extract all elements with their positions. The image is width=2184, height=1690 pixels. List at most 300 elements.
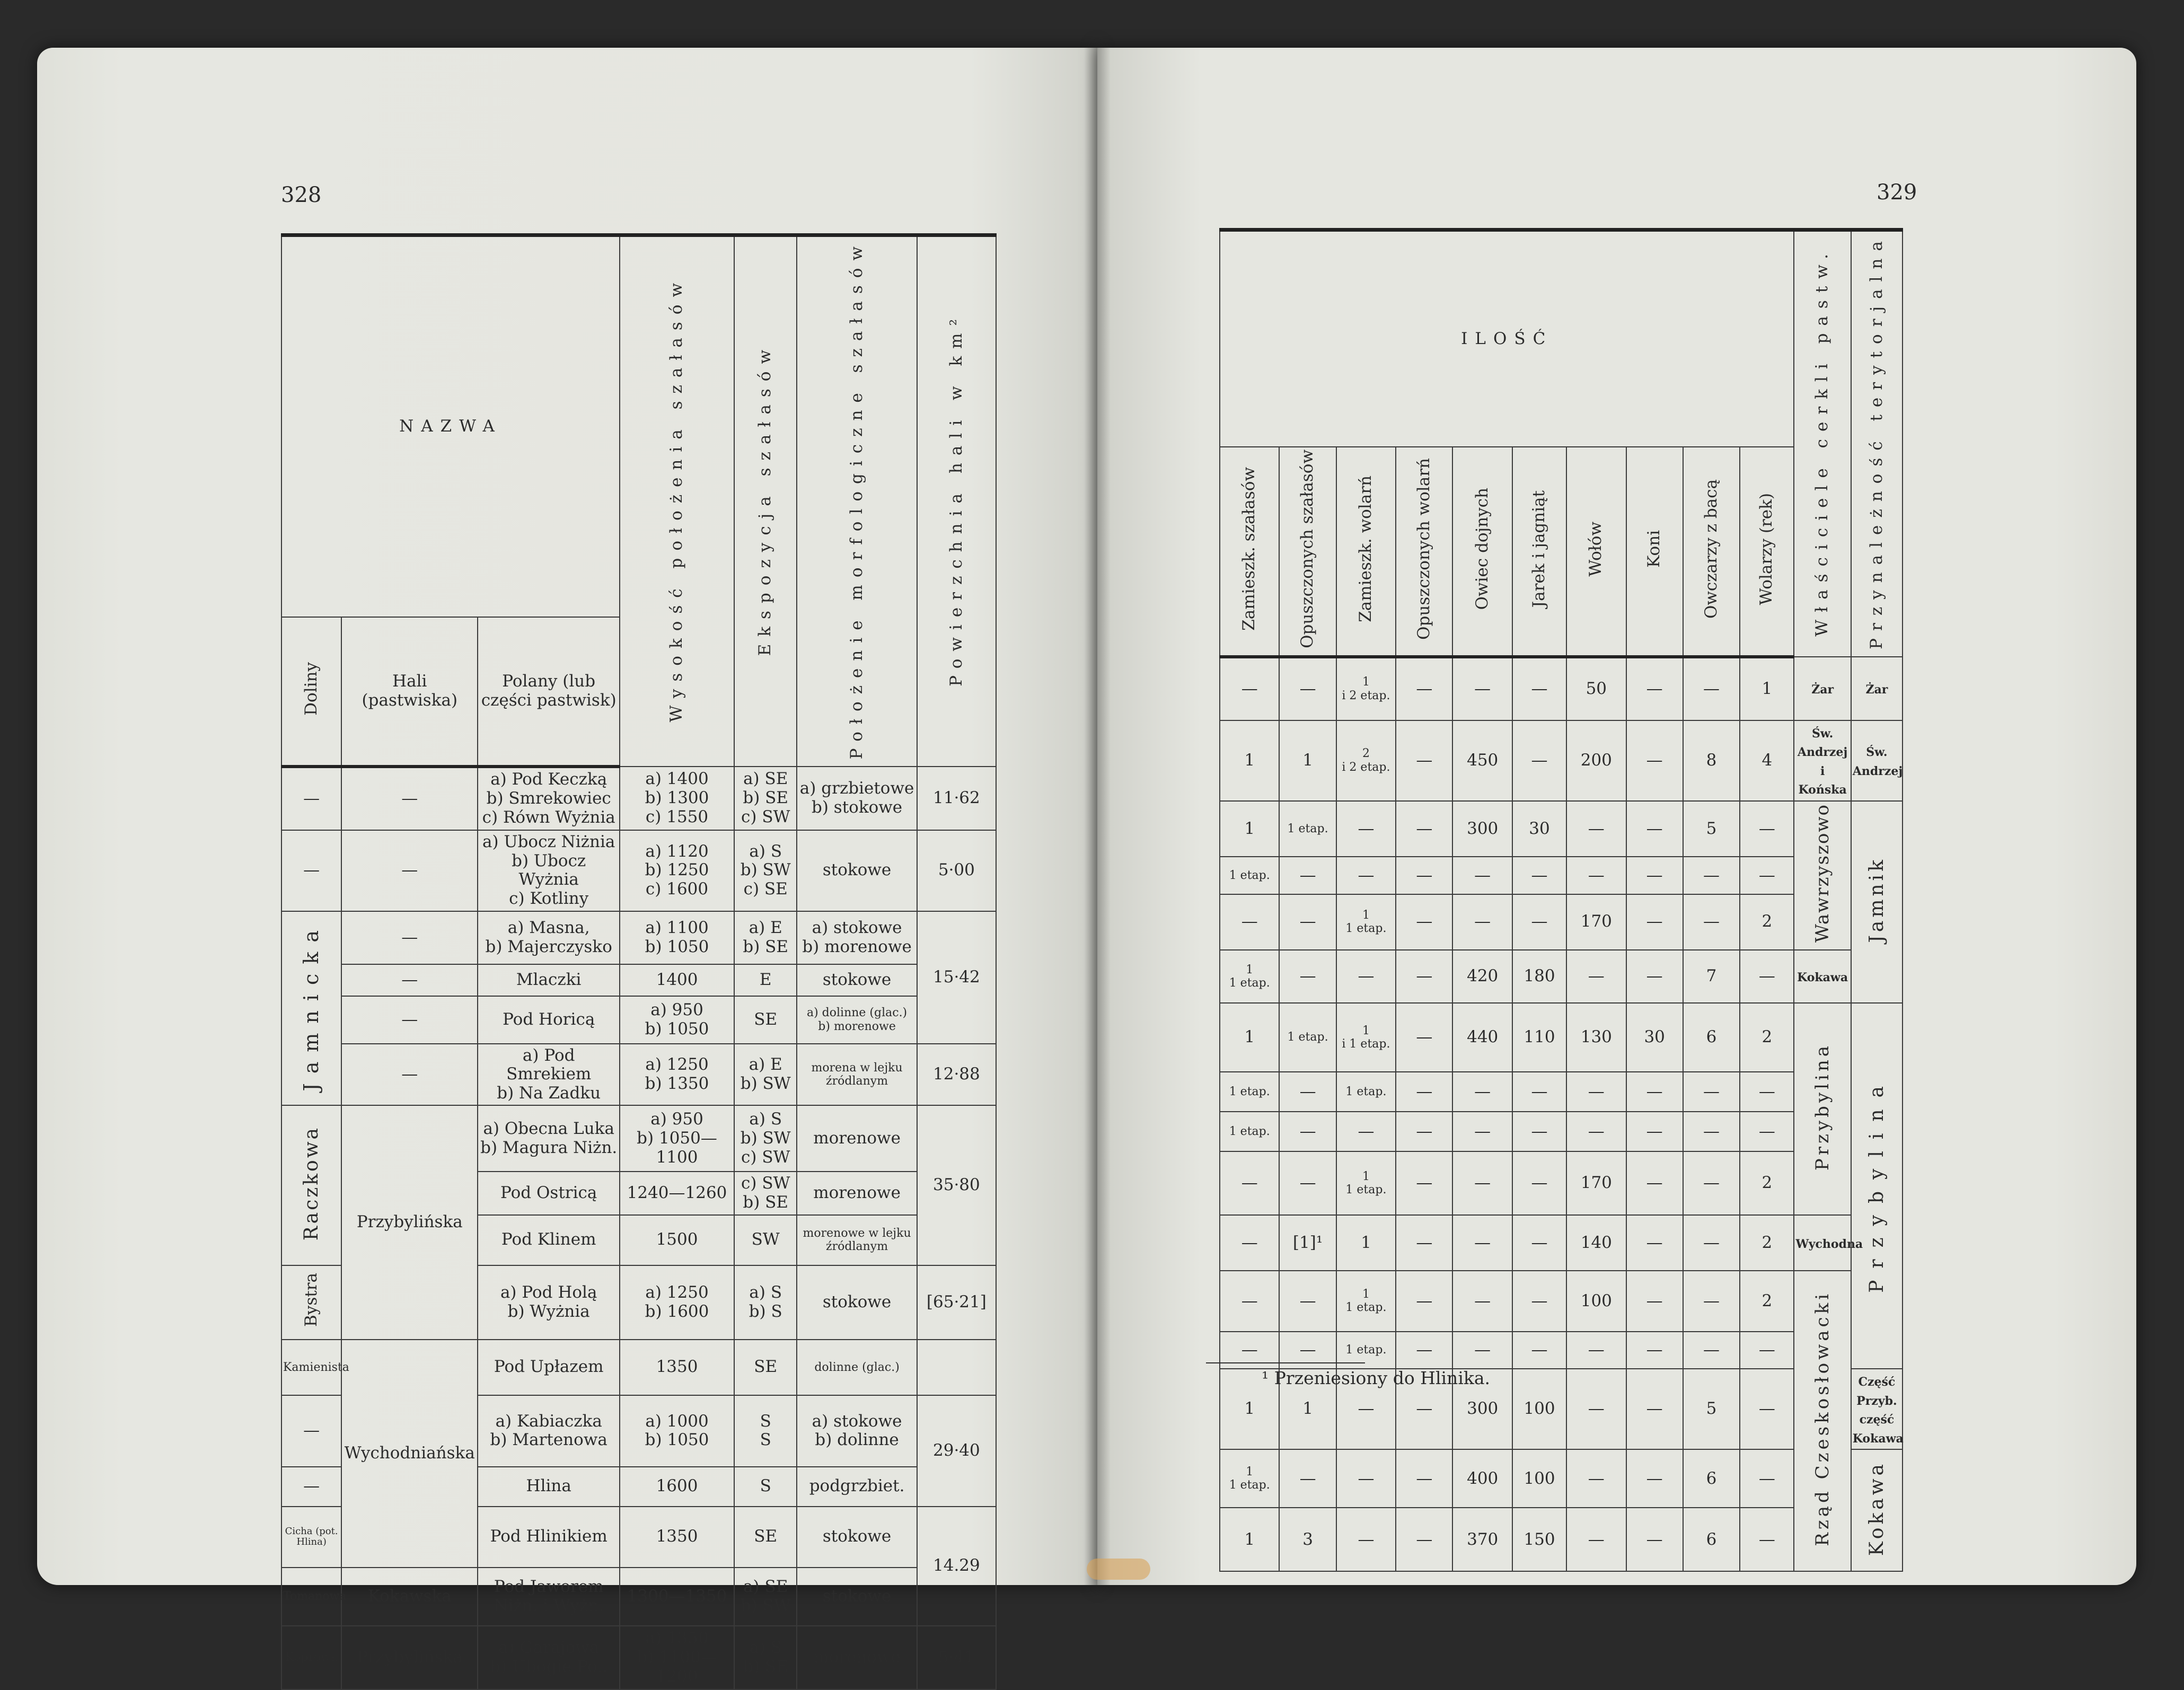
cell-count: —: [1566, 1449, 1626, 1508]
cell-count: 1 1 etap.: [1220, 950, 1279, 1003]
cell-count: —: [1279, 1271, 1336, 1332]
cell-count: —: [1396, 1151, 1452, 1215]
cell-count: —: [1396, 950, 1452, 1003]
cell-count: —: [1683, 857, 1740, 894]
cell-count: —: [1396, 720, 1452, 802]
cell-count: —: [1220, 1271, 1279, 1332]
table-row: [281, 830, 996, 911]
cell-count: —: [1740, 857, 1794, 894]
cell-count: [1]¹: [1279, 1215, 1336, 1271]
cell-polany: a) Pod Smrekiem b) Na Zadku: [478, 1044, 620, 1106]
cell-territory: Część Przyb. część Kokawa: [1851, 1369, 1903, 1450]
cell-count: —: [1452, 857, 1512, 894]
cell-count: —: [1626, 1112, 1683, 1151]
cell-polozenie: morenowe: [797, 1626, 917, 1689]
cell-dolina: —: [281, 767, 341, 830]
cell-hala: —: [341, 996, 478, 1044]
cell-wysokosc: a) 1000 b) 1050: [620, 1395, 734, 1467]
cell-polany: a) Pod Holą b) Wyżnia: [478, 1265, 620, 1340]
cell-count: —: [1220, 894, 1279, 950]
cell-count: —: [1740, 1072, 1794, 1112]
cell-count: —: [1740, 1508, 1794, 1571]
cell-polany: a) Pod Keczką b) Smrekowiec c) Równ Wyżnia: [478, 767, 620, 830]
header-opuszcz-szalasow: Opuszczonych szałasów: [1279, 447, 1336, 657]
cell-dolina: —: [281, 830, 341, 911]
cell-owner: Rząd Czeskosłowacki: [1794, 1271, 1851, 1572]
cell-ekspozycja: a) SE b) SE c) SW: [734, 767, 797, 830]
cell-count: 100: [1512, 1369, 1566, 1450]
cell-polozenie: a) grzbietowe b) stokowe: [797, 767, 917, 830]
cell-count: —: [1626, 1072, 1683, 1112]
cell-hala: —: [341, 911, 478, 964]
cell-count: —: [1279, 1112, 1336, 1151]
group-header-ilosc: ILOŚĆ: [1220, 230, 1794, 447]
cell-powierzchnia: 5·00: [917, 830, 996, 911]
header-zamieszk-wolarni: Zamieszk. wolarń: [1336, 447, 1396, 657]
cell-count: —: [1566, 1332, 1626, 1369]
cell-count: 140: [1566, 1215, 1626, 1271]
table-row: [281, 1626, 996, 1689]
cell-count: 1 i 1 etap.: [1336, 1003, 1396, 1072]
page-number-left: 328: [281, 183, 322, 207]
cell-count: 4: [1740, 720, 1794, 802]
cell-polozenie: podgrzbiet.: [797, 1467, 917, 1507]
cell-owner: Żar: [1794, 657, 1851, 720]
cell-count: —: [1626, 720, 1683, 802]
cell-count: 5: [1683, 801, 1740, 857]
cell-count: —: [1740, 950, 1794, 1003]
cell-count: 110: [1512, 1003, 1566, 1072]
cell-territory: Św. Andrzej: [1851, 720, 1903, 802]
cell-count: —: [1220, 1215, 1279, 1271]
cell-polany: Hlina: [478, 1467, 620, 1507]
cell-powierzchnia: 29·40: [917, 1395, 996, 1507]
cell-count: —: [1683, 1072, 1740, 1112]
header-koni: Koni: [1626, 447, 1683, 657]
cell-count: —: [1452, 1271, 1512, 1332]
cell-count: —: [1683, 657, 1740, 720]
cell-count: 1 etap.: [1279, 1003, 1336, 1072]
table-row: [1220, 657, 1903, 720]
cell-count: 30: [1512, 801, 1566, 857]
cell-powierzchnia: [65·21]: [917, 1265, 996, 1340]
cell-count: —: [1512, 857, 1566, 894]
cell-polany: Pod Hlinikiem: [478, 1507, 620, 1568]
cell-count: —: [1336, 1449, 1396, 1508]
table-row: [281, 964, 996, 996]
cell-count: —: [1740, 1369, 1794, 1450]
cell-polozenie: a) dolinne (glac.) b) morenowe: [797, 996, 917, 1044]
cell-wysokosc: 1600: [620, 1467, 734, 1507]
cell-count: —: [1279, 657, 1336, 720]
cell-count: 50: [1566, 657, 1626, 720]
cell-count: 3: [1279, 1508, 1336, 1571]
header-ekspozycja: Ekspozycja szałasów: [734, 235, 797, 767]
cell-count: —: [1626, 950, 1683, 1003]
cell-count: 1 i 2 etap.: [1336, 657, 1396, 720]
cell-dolina: Kamienista: [281, 1340, 341, 1395]
cell-count: —: [1396, 1003, 1452, 1072]
cell-count: —: [1740, 801, 1794, 857]
cell-count: —: [1452, 1072, 1512, 1112]
table-row: [281, 1568, 996, 1626]
cell-count: —: [1626, 657, 1683, 720]
cell-polozenie: stokowe: [797, 830, 917, 911]
cell-count: 440: [1452, 1003, 1512, 1072]
cell-powierzchnia: 11·62: [917, 767, 996, 830]
cell-ekspozycja: SE: [734, 996, 797, 1044]
cell-count: 1: [1220, 1003, 1279, 1072]
cell-wysokosc: 1400: [620, 964, 734, 996]
cell-count: —: [1683, 1215, 1740, 1271]
cell-count: 1: [1220, 1369, 1279, 1450]
cell-count: —: [1452, 1151, 1512, 1215]
header-wolarzy: Wolarzy (rek): [1740, 447, 1794, 657]
cell-count: 6: [1683, 1508, 1740, 1571]
cell-count: —: [1512, 894, 1566, 950]
table-row: [1220, 1215, 1903, 1271]
cell-count: 1 1 etap.: [1336, 1151, 1396, 1215]
cell-owner: Przybylina: [1794, 1003, 1851, 1215]
cell-polany: Pod Ostricą: [478, 1172, 620, 1214]
cell-count: —: [1683, 1151, 1740, 1215]
cell-count: 100: [1566, 1271, 1626, 1332]
cell-wysokosc: a) 1350 b) 1100—1200: [620, 1626, 734, 1689]
cell-count: 2: [1740, 1003, 1794, 1072]
header-opuszcz-wolarni: Opuszczonych wolarń: [1396, 447, 1452, 657]
table-row: [281, 911, 996, 964]
cell-count: —: [1512, 1151, 1566, 1215]
cell-ekspozycja: a) SE b) SW: [734, 1568, 797, 1626]
cell-count: 400: [1452, 1449, 1512, 1508]
cell-count: 2: [1740, 894, 1794, 950]
cell-wysokosc: 1240—1260: [620, 1172, 734, 1214]
table-row: [1220, 950, 1903, 1003]
cell-count: 6: [1683, 1449, 1740, 1508]
header-hali: Hali (pastwiska): [341, 617, 478, 767]
cell-count: —: [1512, 1271, 1566, 1332]
header-przynaleznosc: Przynależność terytorjalna: [1851, 230, 1903, 657]
cell-count: —: [1336, 950, 1396, 1003]
cell-owner: Wawrzyszowo: [1794, 801, 1851, 950]
page-number-right: 329: [1877, 180, 1917, 205]
cell-count: —: [1279, 894, 1336, 950]
cell-count: —: [1740, 1112, 1794, 1151]
cell-count: —: [1566, 801, 1626, 857]
cell-wysokosc: a) 1100 b) 1050: [620, 911, 734, 964]
cell-count: —: [1683, 1112, 1740, 1151]
cell-count: —: [1566, 1112, 1626, 1151]
cell-count: —: [1626, 1508, 1683, 1571]
header-wysokosc: Wysokość położenia szałasów: [620, 235, 734, 767]
binding-stain: [1087, 1559, 1150, 1580]
cell-count: —: [1512, 1112, 1566, 1151]
cell-powierzchnia: [917, 1340, 996, 1395]
cell-count: —: [1396, 801, 1452, 857]
cell-count: 1: [1220, 801, 1279, 857]
cell-ekspozycja: a) S b) SW c) SE: [734, 830, 797, 911]
header-powierzchnia: Powierzchnia hali w km²: [917, 235, 996, 767]
header-wlasciciele: Właściciele cerkli pastw.: [1794, 230, 1851, 657]
cell-count: 300: [1452, 801, 1512, 857]
cell-polozenie: stokowe: [797, 1507, 917, 1568]
cell-ekspozycja: c) SW b) SE: [734, 1172, 797, 1214]
cell-count: —: [1396, 894, 1452, 950]
header-polozenie: Położenie morfologiczne szałasów: [797, 235, 917, 767]
cell-dolina: —: [281, 1467, 341, 1507]
cell-polozenie: a) stokowe b) morenowe: [797, 911, 917, 964]
cell-count: 1: [1220, 720, 1279, 802]
cell-polozenie: a) stokowe b) dolinne: [797, 1395, 917, 1467]
cell-polozenie: morenowe: [797, 1105, 917, 1172]
cell-count: —: [1396, 657, 1452, 720]
cell-count: 170: [1566, 894, 1626, 950]
cell-count: 2: [1740, 1151, 1794, 1215]
cell-count: —: [1279, 1072, 1336, 1112]
cell-count: 150: [1512, 1508, 1566, 1571]
cell-count: —: [1336, 1369, 1396, 1450]
cell-wysokosc: a) 950 b) 1050: [620, 996, 734, 1044]
cell-count: —: [1452, 657, 1512, 720]
cell-wysokosc: 1300—1350: [620, 1568, 734, 1626]
cell-count: —: [1740, 1332, 1794, 1369]
cell-count: 1 1 etap.: [1220, 1449, 1279, 1508]
left-table: [281, 233, 997, 1690]
table-row: [1220, 1271, 1903, 1332]
cell-count: —: [1452, 894, 1512, 950]
cell-count: —: [1220, 1332, 1279, 1369]
cell-count: —: [1626, 1215, 1683, 1271]
cell-wysokosc: a) 1250 b) 1600: [620, 1265, 734, 1340]
cell-count: 1 etap.: [1336, 1072, 1396, 1112]
cell-count: —: [1512, 1215, 1566, 1271]
cell-count: —: [1396, 1072, 1452, 1112]
cell-wysokosc: a) 1400 b) 1300 c) 1550: [620, 767, 734, 830]
cell-count: —: [1512, 1332, 1566, 1369]
table-row: [1220, 720, 1903, 802]
cell-polozenie: stokowe: [797, 1568, 917, 1626]
cell-dolina: Koprowa: [281, 1626, 341, 1689]
book-gutter: [1084, 48, 1111, 1585]
open-book: [21, 48, 2142, 1686]
cell-count: 370: [1452, 1508, 1512, 1571]
cell-polany: a) Garajowa b) Ubogie Pol.: [478, 1626, 620, 1689]
cell-count: —: [1626, 801, 1683, 857]
cell-polany: Pod Klinem: [478, 1215, 620, 1265]
cell-polany: Pod Jaworem Niżn. i Wyżn.: [478, 1568, 620, 1626]
cell-ekspozycja: a) E b) SE: [734, 911, 797, 964]
cell-count: —: [1626, 894, 1683, 950]
cell-count: 300: [1452, 1369, 1512, 1450]
cell-count: —: [1512, 657, 1566, 720]
cell-count: 1: [1279, 1369, 1336, 1450]
table-row: [1220, 1003, 1903, 1072]
table-row: [281, 1105, 996, 1172]
cell-polozenie: morenowe w lejku źródlanym: [797, 1215, 917, 1265]
cell-count: 5: [1683, 1369, 1740, 1450]
cell-territory: Żar: [1851, 657, 1903, 720]
cell-count: —: [1452, 1215, 1512, 1271]
cell-count: —: [1336, 1112, 1396, 1151]
cell-ekspozycja: a) S b) S: [734, 1265, 797, 1340]
cell-count: —: [1279, 1449, 1336, 1508]
cell-count: —: [1683, 894, 1740, 950]
cell-count: 1: [1220, 1508, 1279, 1571]
cell-count: 1 etap.: [1220, 1112, 1279, 1151]
cell-count: —: [1279, 857, 1336, 894]
cell-hala: —: [341, 767, 478, 830]
cell-count: —: [1396, 857, 1452, 894]
cell-count: —: [1336, 801, 1396, 857]
header-doliny: Doliny: [281, 617, 341, 767]
cell-hala: Przybylińska: [341, 1105, 478, 1339]
table-row: [281, 767, 996, 830]
cell-count: —: [1396, 1332, 1452, 1369]
cell-polozenie: morena w lejku źródlanym: [797, 1044, 917, 1106]
cell-wysokosc: a) 950 b) 1050—1100: [620, 1105, 734, 1172]
cell-dolina: Tomanowa: [281, 1568, 341, 1626]
cell-count: —: [1626, 1151, 1683, 1215]
cell-count: 7: [1683, 950, 1740, 1003]
group-header-nazwa: NAZWA: [281, 235, 620, 617]
cell-count: —: [1279, 1151, 1336, 1215]
cell-hala: —: [341, 964, 478, 996]
cell-powierzchnia: 14.29: [917, 1507, 996, 1626]
cell-polany: a) Obecna Luka b) Magura Niżn.: [478, 1105, 620, 1172]
header-owczarzy: Owczarzy z bacą: [1683, 447, 1740, 657]
cell-wysokosc: 1350: [620, 1507, 734, 1568]
cell-count: —: [1279, 950, 1336, 1003]
cell-dolina: Raczkowa: [281, 1105, 341, 1265]
cell-wysokosc: 1350: [620, 1340, 734, 1395]
cell-count: —: [1566, 857, 1626, 894]
cell-count: 450: [1452, 720, 1512, 802]
cell-count: 1: [1740, 657, 1794, 720]
cell-count: 2 i 2 etap.: [1336, 720, 1396, 802]
cell-hala: Wychodniańska: [341, 1340, 478, 1568]
cell-count: —: [1626, 1449, 1683, 1508]
cell-count: —: [1452, 1112, 1512, 1151]
cell-hala: —: [341, 830, 478, 911]
cell-count: 1 etap.: [1336, 1332, 1396, 1369]
header-owiec: Owiec dojnych: [1452, 447, 1512, 657]
cell-hala: —: [341, 1044, 478, 1106]
cell-count: —: [1566, 1369, 1626, 1450]
header-zamieszk-szalasow: Zamieszk. szałasów: [1220, 447, 1279, 657]
cell-powierzchnia: 15·42: [917, 911, 996, 1044]
cell-count: —: [1336, 1508, 1396, 1571]
cell-count: —: [1626, 857, 1683, 894]
cell-count: —: [1626, 1369, 1683, 1450]
right-page: [1097, 48, 2136, 1585]
cell-powierzchnia: 5·41: [917, 1626, 996, 1689]
cell-count: 200: [1566, 720, 1626, 802]
cell-wysokosc: a) 1120 b) 1250 c) 1600: [620, 830, 734, 911]
cell-owner: Wychodna: [1794, 1215, 1851, 1271]
cell-dolina: —: [281, 1395, 341, 1467]
cell-ekspozycja: a) S b) SE: [734, 1626, 797, 1689]
cell-hala: Przybylińska: [341, 1626, 478, 1689]
cell-polozenie: morenowe: [797, 1172, 917, 1214]
table-row: [281, 1340, 996, 1395]
cell-ekspozycja: SW: [734, 1215, 797, 1265]
table-row: [1220, 801, 1903, 857]
cell-polany: Pod Upłazem: [478, 1340, 620, 1395]
cell-count: 1 1 etap.: [1336, 1271, 1396, 1332]
cell-ekspozycja: SE: [734, 1507, 797, 1568]
cell-ekspozycja: S: [734, 1467, 797, 1507]
cell-dolina: Bystra: [281, 1265, 341, 1340]
cell-polany: Mlaczki: [478, 964, 620, 996]
cell-count: —: [1279, 1332, 1336, 1369]
cell-count: 6: [1683, 1003, 1740, 1072]
cell-wysokosc: a) 1250 b) 1350: [620, 1044, 734, 1106]
cell-ekspozycja: S S: [734, 1395, 797, 1467]
cell-count: 2: [1740, 1271, 1794, 1332]
cell-wysokosc: 1500: [620, 1215, 734, 1265]
cell-powierzchnia: 12·88: [917, 1044, 996, 1106]
cell-count: —: [1512, 1072, 1566, 1112]
cell-territory: Przybylina: [1851, 1003, 1903, 1369]
cell-count: 420: [1452, 950, 1512, 1003]
header-polany: Polany (lub części pastwisk): [478, 617, 620, 767]
footnote: ¹ Przeniesiony do Hlinika.: [1262, 1368, 1491, 1388]
cell-count: —: [1566, 1072, 1626, 1112]
cell-count: 1 etap.: [1279, 801, 1336, 857]
cell-count: —: [1683, 1332, 1740, 1369]
cell-count: —: [1396, 1112, 1452, 1151]
table-row: [281, 1044, 996, 1106]
cell-ekspozycja: E: [734, 964, 797, 996]
cell-count: 100: [1512, 1449, 1566, 1508]
cell-territory: Jamnik: [1851, 801, 1903, 1003]
cell-count: 2: [1740, 1215, 1794, 1271]
cell-count: —: [1626, 1271, 1683, 1332]
cell-ekspozycja: a) S b) SW c) SW: [734, 1105, 797, 1172]
cell-powierzchnia: 35·80: [917, 1105, 996, 1265]
cell-count: 30: [1626, 1003, 1683, 1072]
cell-count: 8: [1683, 720, 1740, 802]
cell-count: —: [1566, 950, 1626, 1003]
cell-count: 180: [1512, 950, 1566, 1003]
cell-polozenie: stokowe: [797, 1265, 917, 1340]
cell-count: —: [1512, 720, 1566, 802]
cell-dolina: Jamnicka: [281, 911, 341, 1106]
header-jarek: Jarek i jagniąt: [1512, 447, 1566, 657]
footnote-rule: [1206, 1362, 1365, 1363]
cell-count: —: [1396, 1271, 1452, 1332]
cell-count: 130: [1566, 1003, 1626, 1072]
cell-count: —: [1396, 1369, 1452, 1450]
cell-hala: Kokawska: [341, 1568, 478, 1626]
cell-count: —: [1396, 1508, 1452, 1571]
table-row: [281, 996, 996, 1044]
cell-count: —: [1396, 1215, 1452, 1271]
header-wolow: Wołów: [1566, 447, 1626, 657]
cell-owner: Św. Andrzej i Końska: [1794, 720, 1851, 802]
cell-count: —: [1220, 1151, 1279, 1215]
cell-count: —: [1336, 857, 1396, 894]
cell-polany: a) Masna, b) Majerczysko: [478, 911, 620, 964]
cell-count: 170: [1566, 1151, 1626, 1215]
cell-count: —: [1220, 657, 1279, 720]
cell-count: 1 etap.: [1220, 857, 1279, 894]
cell-polany: a) Kabiaczka b) Martenowa: [478, 1395, 620, 1467]
cell-count: —: [1396, 1449, 1452, 1508]
cell-count: —: [1452, 1332, 1512, 1369]
cell-ekspozycja: a) E b) SW: [734, 1044, 797, 1106]
cell-count: —: [1566, 1508, 1626, 1571]
